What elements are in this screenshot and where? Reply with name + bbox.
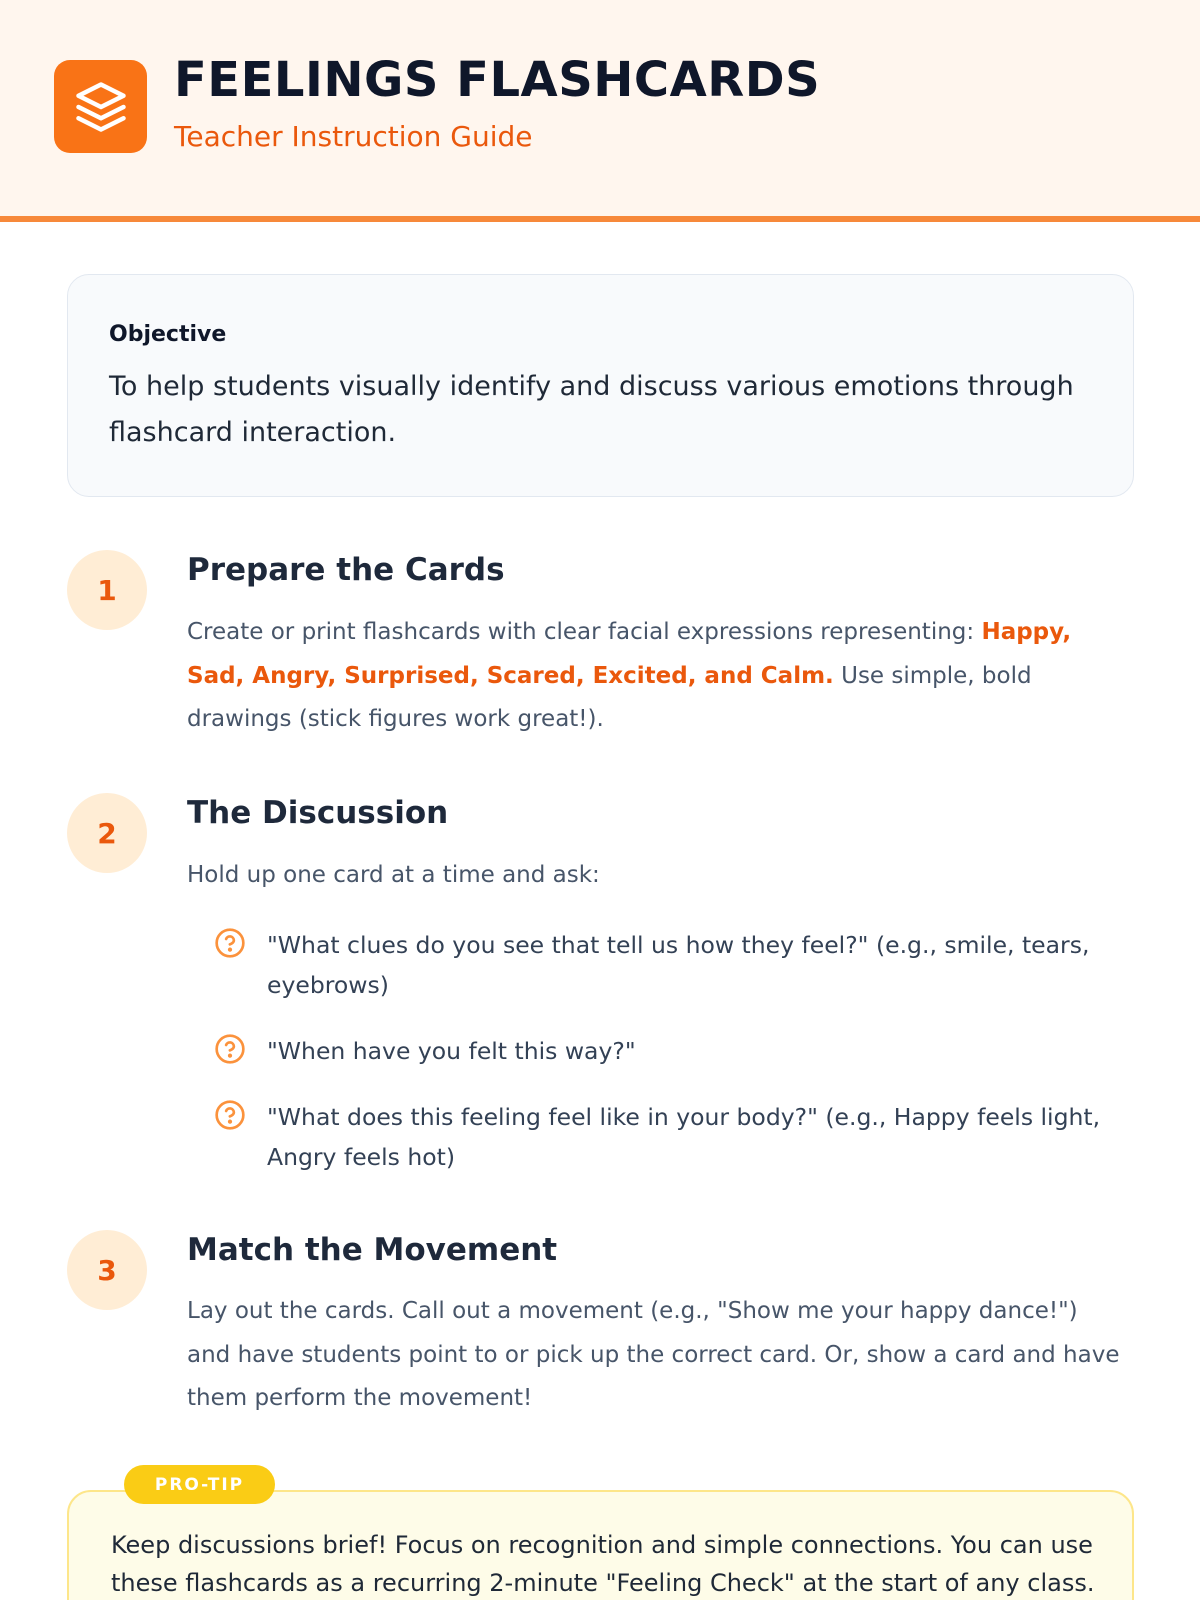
step-3-number: 3: [67, 1230, 147, 1310]
step-2-title: The Discussion: [187, 795, 449, 831]
layers-icon: [54, 60, 147, 153]
protip-card: [67, 1490, 1134, 1600]
question-text: "What clues do you see that tell us how they feel?" (e.g., smile, tears, eyebrows): [267, 931, 1090, 999]
step-2-number: 2: [67, 793, 147, 873]
protip-text: Keep discussions brief! Focus on recognition and simple connections. You can use these flashcards as a recurring 2-minute "Feeling Check" at the start of any class.: [111, 1531, 1095, 1597]
protip-badge: PRO-TIP: [124, 1465, 275, 1504]
step-1-body-tail: Use simple, bold drawings (stick figures work great!).: [187, 662, 1032, 732]
page-title: FEELINGS FLASHCARDS: [174, 52, 821, 108]
step-3-title: Match the Movement: [187, 1232, 558, 1268]
step-3-body: Lay out the cards. Call out a movement (e.g., "Show me your happy dance!") and have students point to or pick up the correct card. Or, show a card and have them perform the movement!: [187, 1298, 1120, 1411]
step-1-title: Prepare the Cards: [187, 552, 505, 588]
step-1-body-text: Create or print flashcards with clear facial expressions representing:: [187, 619, 982, 645]
objective-label: Objective: [109, 322, 227, 347]
question-icon: [214, 1033, 246, 1065]
objective-text: To help students visually identify and discuss various emotions through flashcard interaction.: [109, 371, 1074, 448]
page-subtitle: Teacher Instruction Guide: [174, 120, 533, 153]
question-icon: [214, 1099, 246, 1131]
objective-card: [67, 274, 1134, 497]
step-1-number: 1: [67, 550, 147, 630]
emotion-list: Happy, Sad, Angry, Surprised, Scared, Excited, and Calm.: [187, 619, 1072, 689]
question-icon: [214, 927, 246, 959]
step-1-body: [187, 611, 1127, 742]
step-2-body: Hold up one card at a time and ask:: [187, 862, 600, 888]
question-text: "When have you felt this way?": [267, 1037, 636, 1065]
page-header: [0, 0, 1200, 222]
question-text: "What does this feeling feel like in your body?" (e.g., Happy feels light, Angry feels hot): [267, 1103, 1101, 1171]
